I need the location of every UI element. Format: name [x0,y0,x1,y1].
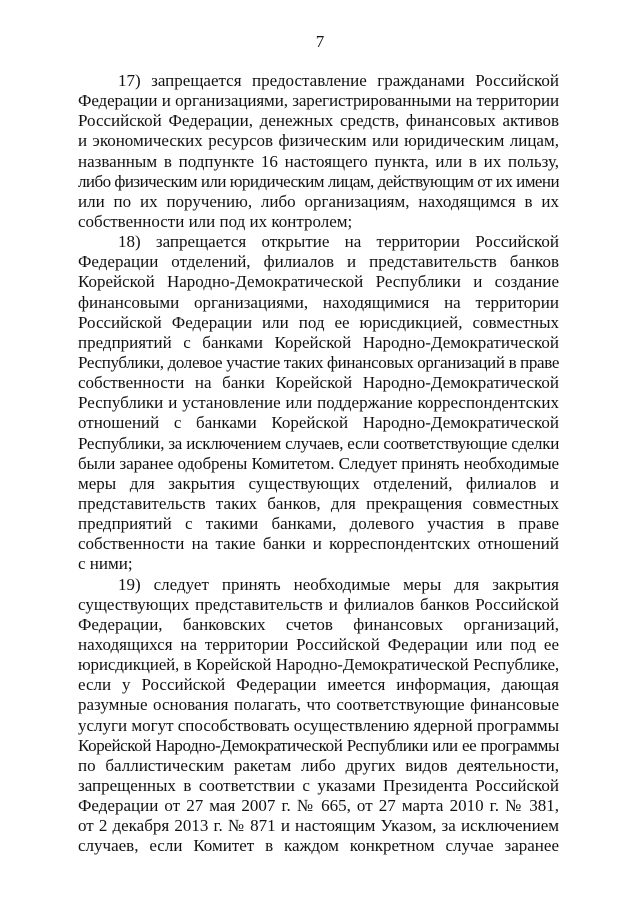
page-number: 7 [315,32,325,51]
text-line: Федерации и организациями, зарегистрированными на территории [78,91,559,111]
text-line: находящихся на территории Российской Федерации или под ее [78,634,559,654]
text-line: разумные основания полагать, что соответствующие финансовые [78,695,559,715]
text-line: и экономических ресурсов физическим или юридическим лицам, [78,131,559,151]
document-body [78,71,559,856]
text-line: Республики, долевое участие таких финансовых организаций в праве [78,352,559,372]
text-line: финансовыми организациями, находящимися на территории [78,292,559,312]
text-line: юрисдикцией, в Корейской Народно-Демократической Республике, [78,655,559,675]
text-line: Корейской Народно-Демократической Республики и создание [78,272,559,292]
text-line: Федерации отделений, филиалов и представительств банков [78,252,559,272]
text-line: Федерации, банковских счетов финансовых организаций, [78,614,559,634]
paragraph-18 [78,232,559,574]
text-line: от 2 декабря 2013 г. № 871 и настоящим Указом, за исключением [78,816,559,836]
text-line: Российской Федерации или под ее юрисдикцией, совместных [78,312,559,332]
text-line: с ними; [78,554,133,574]
text-line: собственности на банки Корейской Народно-Демократической [78,373,559,393]
text-line: названным в подпункте 16 настоящего пункта, или в их пользу, [78,151,559,171]
text-line: Республики и установление или поддержание корреспондентских [78,393,559,413]
text-line: Федерации от 27 мая 2007 г. № 665, от 27 марта 2010 г. № 381, [78,796,559,816]
text-line: 17) запрещается предоставление гражданами Российской [118,71,559,90]
text-line: представительств таких банков, для прекращения совместных [78,493,559,513]
text-line: если у Российской Федерации имеется информация, дающая [78,675,559,695]
text-line: отношений с банками Корейской Народно-Демократической [78,413,559,433]
text-line: Республики, за исключением случаев, если соответствующие сделки [78,433,559,453]
text-line: предприятий с банками Корейской Народно-Демократической [78,332,559,352]
text-line: меры для закрытия существующих отделений, филиалов и [78,473,559,493]
text-line: Российской Федерации, денежных средств, финансовых активов [78,111,559,131]
text-line: запрещенных в соответствии с указами Президента Российской [78,775,559,795]
paragraph-17 [78,71,559,232]
text-line: были заранее одобрены Комитетом. Следует принять необходимые [78,453,559,473]
paragraph-19 [78,575,559,857]
text-line: существующих представительств и филиалов банков Российской [78,594,559,614]
text-line: предприятий с такими банками, долевого участия в праве [78,514,559,534]
text-line: Корейской Народно-Демократической Республики или ее программы [78,735,559,755]
text-line: собственности на такие банки и корреспондентских отношений [78,534,559,554]
text-line: или по их поручению, либо организациям, находящимся в их [78,191,559,211]
text-line: услуги могут способствовать осуществлению ядерной программы [78,715,559,735]
text-line: либо физическим или юридическим лицам, действующим от их имени [78,171,559,191]
text-line: случаев, если Комитет в каждом конкретном случае заранее [78,836,559,856]
text-line: 19) следует принять необходимые меры для закрытия [118,574,559,594]
text-line: собственности или под их контролем; [78,211,353,231]
text-line: по баллистическим ракетам либо других видов деятельности, [78,755,559,775]
text-line: 18) запрещается открытие на территории Российской [118,232,559,252]
